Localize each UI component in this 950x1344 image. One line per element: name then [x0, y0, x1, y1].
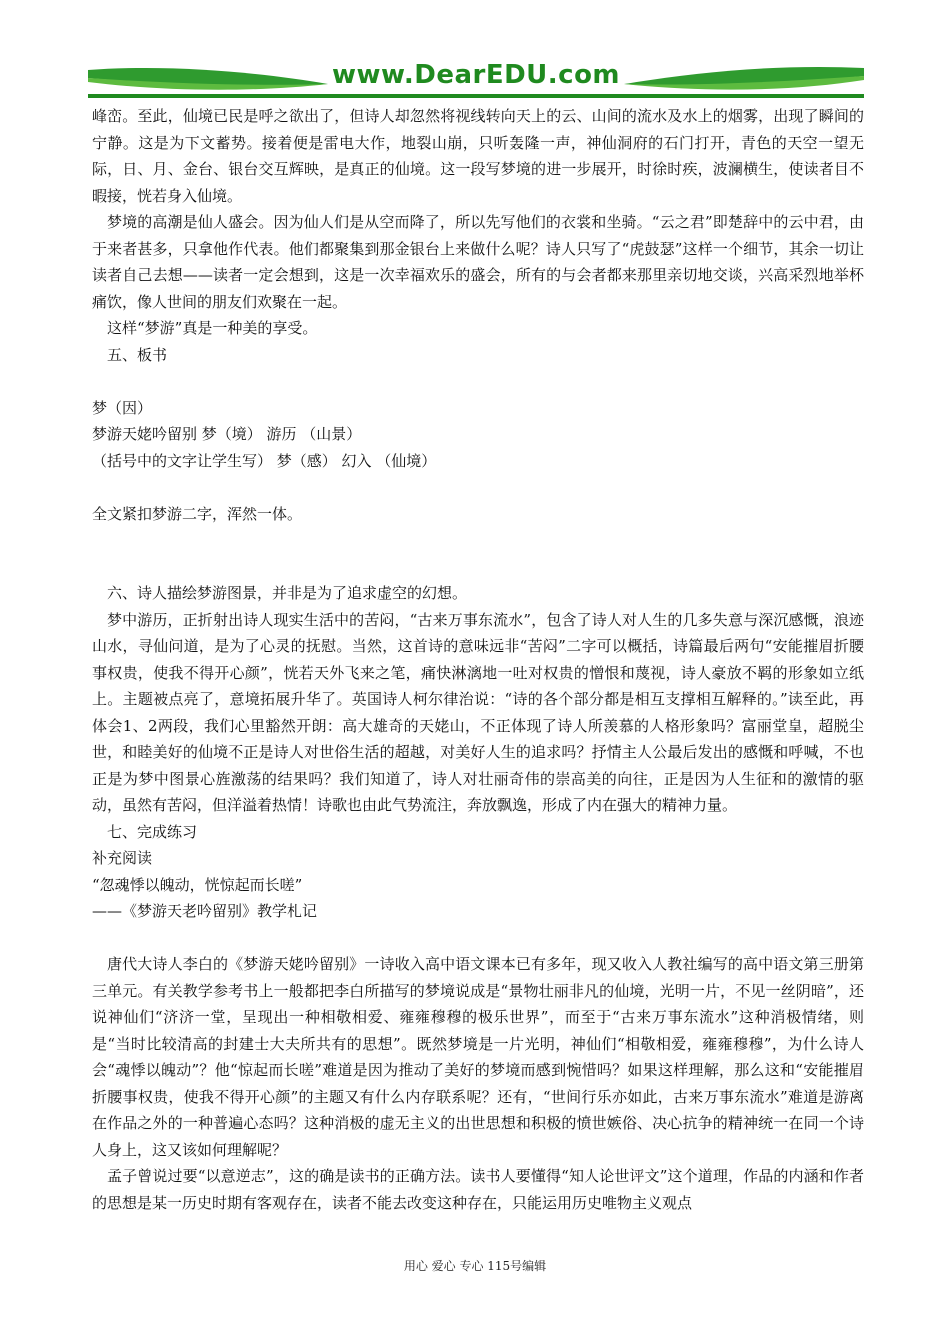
paragraph: 唐代大诗人李白的《梦游天姥吟留别》一诗收入高中语文课本已有多年，现又收入人教社编写的高中语文第三册第三单元。有关教学参考书上一般都把李白所描写的梦境说成是“景物壮丽非凡的仙境，光明一片，不见一丝阴暗”，还说神仙们“济济一堂，呈现出一种相敬相爱、雍雍穆穆的极乐世界”，而至于“古来万事东流水”这种消极情绪，则是“当时比较清高的封建士大夫所共有的思想”。既然梦境是一片光明，神仙们“相敬相爱，雍雍穆穆”，为什么诗人会“魂悸以魄动”？他“惊起而长嗟”难道是因为推动了美好的梦境而感到惋惜吗？如果这样理解，那么这和“安能摧眉折腰事权贵，使我不得开心颜”的主题又有什么内存联系呢？还有，“世间行乐亦如此，古来万事东流水”难道是游离在作品之外的一种普遍心态吗？这种消极的虚无主义的出世思想和积极的愤世嫉俗、决心抗争的精神统一在同一个诗人身上，这又该如何理解呢？ [92, 955, 864, 1159]
page-header [88, 58, 864, 102]
section-heading: 五、板书 [107, 345, 168, 364]
blackboard-line: 梦（因） [92, 398, 153, 417]
section-heading: 六、诗人描绘梦游图景，并非是为了追求虚空的幻想。 [107, 584, 468, 602]
spacer [92, 368, 864, 395]
site-logo-text[interactable]: www.DearEDU.com [331, 60, 621, 90]
blackboard-line: 梦游天姥吟留别 梦（境） 游历 （山景） [92, 425, 362, 443]
blackboard-line: 全文紧扣梦游二字，浑然一体。 [92, 504, 303, 523]
paragraph: 峰峦。至此，仙境已民是呼之欲出了，但诗人却忽然将视线转向天上的云、山间的流水及水上的烟雾，出现了瞬间的宁静。这是为下文蓄势。接着便是雷电大作，地裂山崩，只听轰隆一声，神仙洞府的石门打开，青色的天空一望无际，日、月、金台、银台交互辉映，是真正的仙境。这一段写梦境的进一步展开，时徐时疾，波澜横生，使读者目不暇接，恍若身入仙境。 [92, 107, 864, 205]
paragraph: 梦中游历，正折射出诗人现实生活中的苦闷，“古来万事东流水”，包含了诗人对人生的几多失意与深沉感慨，浪迹山水，寻仙问道，是为了心灵的抚慰。当然，这首诗的意味远非“苦闷”二字可以概括，诗篇最后两句“安能摧眉折腰事权贵，使我不得开心颜”，恍若天外飞来之笔，痛快淋漓地一吐对权贵的憎恨和蔑视，诗人豪放不羁的形象如立纸上。主题被点亮了，意境拓展升华了。英国诗人柯尔律治说：“诗的各个部分都是相互支撑相互解释的。”读至此，再体会1、2两段，我们心里豁然开朗：高大雄奇的天姥山，不正体现了诗人所羡慕的人格形象吗？富丽堂皇，超脱尘世，和睦美好的仙境不正是诗人对世俗生活的超越，对美好人生的追求吗？抒情主人公最后发出的感慨和呼喊，不也正是为梦中图景心旌激荡的结果吗？我们知道了，诗人对壮丽奇伟的崇高美的向往，正是因为人生征和的激情的驱动，虽然有苦闷，但洋溢着热情！诗歌也由此气势流注，奔放飘逸，形成了内在强大的精神力量。 [92, 610, 864, 814]
article-subtitle: ——《梦游天老吟留别》教学札记 [92, 902, 318, 920]
spacer [92, 925, 864, 952]
spacer [92, 527, 864, 580]
spacer [92, 474, 864, 501]
paragraph: 梦境的高潮是仙人盛会。因为仙人们是从空而降了，所以先写他们的衣裳和坐骑。“云之君”即楚辞中的云中君，由于来者甚多，只拿他作代表。他们都聚集到那金银台上来做什么呢？诗人只写了“虎鼓瑟”这样一个细节，其余一切让读者自己去想——读者一定会想到，这是一次幸福欢乐的盛会，所有的与会者都来那里亲切地交谈，兴高采烈地举杯痛饮，像人世间的朋友们欢聚在一起。 [92, 213, 864, 311]
section-heading: 七、完成练习 [107, 822, 198, 841]
blackboard-line: （括号中的文字让学生写） 梦（感） 幻入 （仙境） [92, 451, 437, 470]
article-title: “忽魂悸以魄动，恍惊起而长嗟” [92, 875, 303, 894]
subheading: 补充阅读 [92, 849, 153, 867]
page-footer: 用心 爱心 专心 115号编辑 [403, 1259, 547, 1273]
paragraph: 孟子曾说过要“以意逆志”，这的确是读书的正确方法。读书人要懂得“知人论世评文”这个道理，作品的内涵和作者的思想是某一历史时期有客观存在，读者不能去改变这种存在，只能运用历史唯物主义观点 [92, 1167, 864, 1212]
paragraph: 这样“梦游”真是一种美的享受。 [107, 319, 318, 337]
document-body [92, 103, 864, 1216]
